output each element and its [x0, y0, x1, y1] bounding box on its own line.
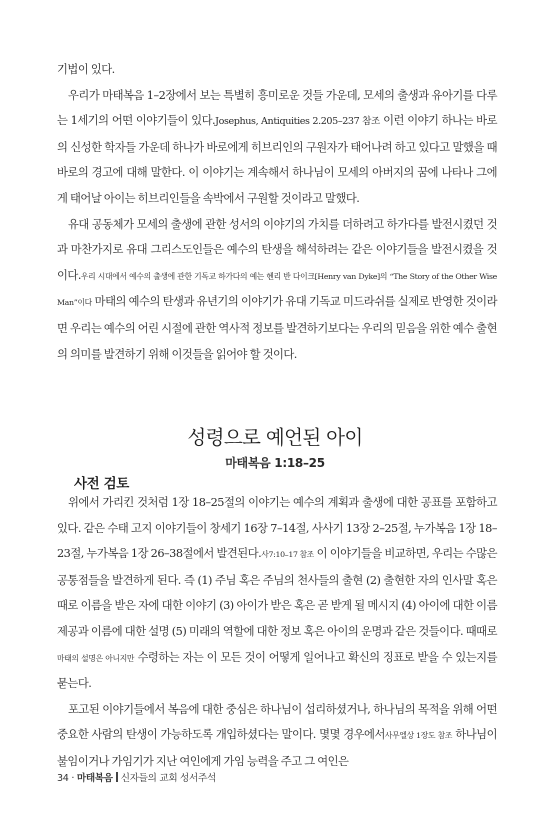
paragraph-continuation: 기법이 있다. — [57, 63, 115, 76]
paragraph-text: 위에서 가리킨 것처럼 1장 18–25절의 이야기는 예수의 계획과 출생에 대한 공표를 포함하고 있다. 같은 수태 고지 이야기들이 창세기 16장 7–14절, 사사기 13장 2–25절, 누가복음 1장 18–23절, 누가복음 1장 26–38절에서 발견된다. — [57, 496, 497, 561]
reference-isaiah: 사7:10–17 참조 — [261, 550, 314, 560]
footer-series-title: 신자들의 교회 성서주석 — [120, 773, 216, 784]
paragraph-annunciation — [57, 490, 497, 697]
section-scripture-reference: 마태복음 1:18–25 — [225, 456, 325, 470]
paragraph-text: 수령하는 자는 이 모든 것이 어떻게 일어나고 확신의 징표로 받을 수 있는지를 묻는다. — [57, 650, 497, 691]
page-number: 34 — [57, 773, 69, 784]
section-title: 성령으로 예언된 아이 — [187, 426, 363, 449]
reference-van-dyke: 우리 시대에서 예수의 출생에 관한 기독교 하가다의 예는 헨리 반 다이크[Henry van Dyke]의 “The Story of the Other Wise Man”이다 — [57, 271, 497, 308]
paragraph-text: 우리가 마태복음 1–2장에서 보는 특별히 흥미로운 것들 가운데, 모세의 출생과 유아기를 다루는 1세기의 어떤 이야기들이 있다. — [57, 88, 497, 128]
page-footer: 34 · 마태복음 신자들의 교회 성서주석 — [57, 773, 216, 784]
paragraph-text: 마태의 예수의 탄생과 유년기의 이야기가 유대 기독교 미드라쉬를 실제로 반영한 것이라면 우리는 예수의 어린 시절에 관한 역사적 정보를 발견하기보다는 우리의 믿음을 위한 예수 출현의 의미를 발견하기 위해 이것들을 읽어야 할 것이다. — [57, 295, 497, 361]
paragraph-text: 유대 공동체가 모세의 출생에 관한 성서의 이야기의 가치를 더하려고 하가다를 발전시켰던 것과 마찬가지로 유대 그리스도인들은 예수의 탄생을 해석하려는 같은 이야기들을 발전시켰을 것이다. — [57, 217, 497, 282]
footer-divider — [116, 772, 118, 782]
body-text-top — [57, 57, 497, 367]
reference-josephus: Josephus, Antiquities 2.205–237 참조 — [215, 116, 380, 128]
paragraph-god-intervention — [57, 697, 497, 775]
paragraph-text: 하나님이 불임이거나 가임기가 지난 여인에게 가임 능력을 주고 그 여인은 — [57, 728, 498, 768]
footer-book-title: 마태복음 — [76, 773, 113, 784]
paragraph-haggadah — [57, 212, 497, 368]
body-text-bottom — [57, 490, 497, 775]
inline-note: 마태의 설명은 아니지만 — [57, 653, 135, 663]
paragraph-text: 이런 이야기 하나는 바로의 신성한 학자들 가운데 하나가 바로에게 히브리인의 구원자가 태어나려 하고 있다고 말했을 때 바로의 경고에 대해 말한다. 이 이야기는 계속해서 하나님이 모세의 아버지의 꿈에 나타나 그에게 태어날 아이는 히브리인들을 속박에서 구원할 것이라고 말했다. — [57, 114, 497, 205]
subsection-heading: 사전 검토 — [74, 476, 129, 492]
reference-samuel: 사무엘상 1장도 참조 — [384, 731, 453, 741]
paragraph-text: 이 이야기들을 비교하면, 우리는 수많은 공통점들을 발견하게 된다. 즉 (1) 주님 혹은 주님의 천사들의 출현 (2) 출현한 자의 인사말 혹은 때로 이름을 받은 자에 대한 이야기 (3) 아이가 받은 혹은 곧 받게 될 메시지 (4) 아이에 대한 이름 제공과 이름에 대한 설명 (5) 미래의 역할에 대한 정보 혹은 아이의 운명과 같은 것들이다. 때때로 — [57, 547, 498, 638]
paragraph-moses-stories — [57, 83, 497, 212]
paragraph-text: 포고된 이야기들에서 복음에 대한 중심은 하나님이 섭리하셨거나, 하나님의 목적을 위해 어떤 중요한 사람의 탄생이 가능하도록 개입하셨다는 말이다. 몇몇 경우에서 — [57, 702, 497, 742]
